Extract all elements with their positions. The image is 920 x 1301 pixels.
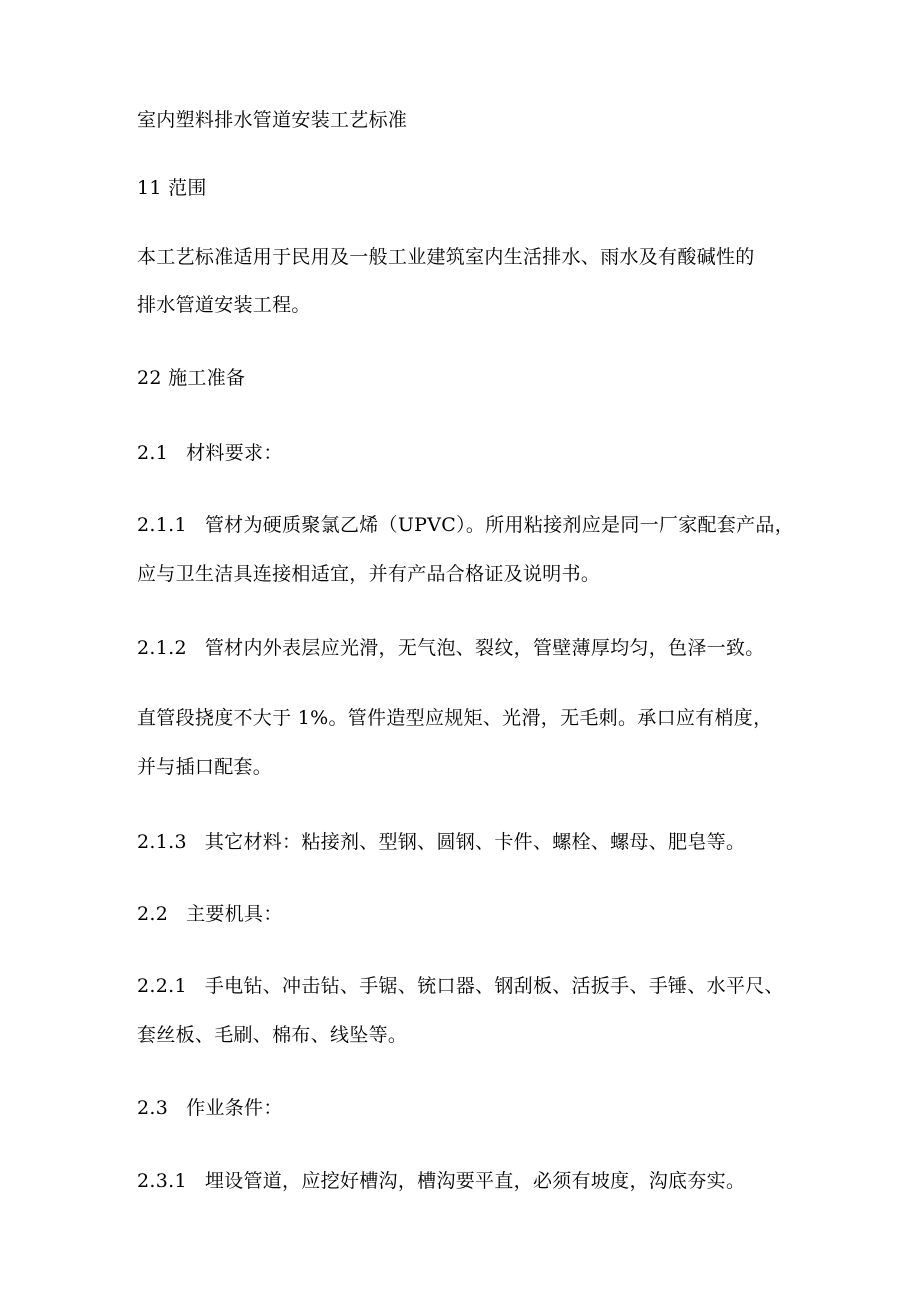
- clause-number: 2.2: [137, 903, 169, 925]
- paragraph-line: 应与卫生洁具连接相适宜，并有产品合格证及说明书。: [137, 563, 601, 585]
- section-heading-scope: 11 范围: [137, 177, 207, 199]
- clause-text: 手电钻、冲击钻、手锯、铳口器、钢刮板、活扳手、手锤、水平尺、: [204, 975, 784, 997]
- paragraph-line: 直管段挠度不大于 1%。管件造型应规矩、光滑，无毛刺。承口应有梢度，: [137, 707, 773, 729]
- clause-2-1: [137, 441, 283, 465]
- clause-text: 材料要求：: [186, 442, 283, 464]
- paragraph-line: 排水管道安装工程。: [137, 294, 311, 316]
- clause-number: 2.1.2: [137, 637, 187, 659]
- section-heading-preparation: 22 施工准备: [137, 367, 246, 389]
- paragraph-line: 套丝板、毛刷、棉布、线坠等。: [137, 1024, 408, 1046]
- clause-number: 2.3.1: [137, 1170, 187, 1192]
- paragraph-line: 并与插口配套。: [137, 756, 273, 778]
- clause-number: 2.1.3: [137, 831, 187, 853]
- clause-2-2-1: [137, 974, 784, 998]
- clause-text: 管材内外表层应光滑，无气泡、裂纹，管壁薄厚均匀，色泽一致。: [204, 637, 765, 659]
- clause-2-1-1: [137, 513, 794, 537]
- document-title: 室内塑料排水管道安装工艺标准: [137, 109, 408, 131]
- clause-2-1-2: [137, 636, 765, 660]
- clause-text: 作业条件：: [186, 1097, 283, 1119]
- clause-text: 管材为硬质聚氯乙烯（UPVC）。所用粘接剂应是同一厂家配套产品，: [204, 514, 795, 536]
- clause-number: 2.1.1: [137, 514, 187, 536]
- clause-2-1-3: [137, 830, 745, 854]
- clause-text: 其它材料：粘接剂、型钢、圆钢、卡件、螺栓、螺母、肥皂等。: [204, 831, 746, 853]
- clause-number: 2.1: [137, 442, 169, 464]
- clause-2-3: [137, 1096, 283, 1120]
- clause-text: 埋设管道，应挖好槽沟，槽沟要平直，必须有坡度，沟底夯实。: [204, 1170, 746, 1192]
- clause-number: 2.3: [137, 1097, 169, 1119]
- clause-number: 2.2.1: [137, 975, 187, 997]
- clause-2-2: [137, 902, 283, 926]
- clause-2-3-1: [137, 1169, 745, 1193]
- paragraph-line: 本工艺标准适用于民用及一般工业建筑室内生活排水、雨水及有酸碱性的: [137, 246, 755, 268]
- clause-text: 主要机具：: [186, 903, 283, 925]
